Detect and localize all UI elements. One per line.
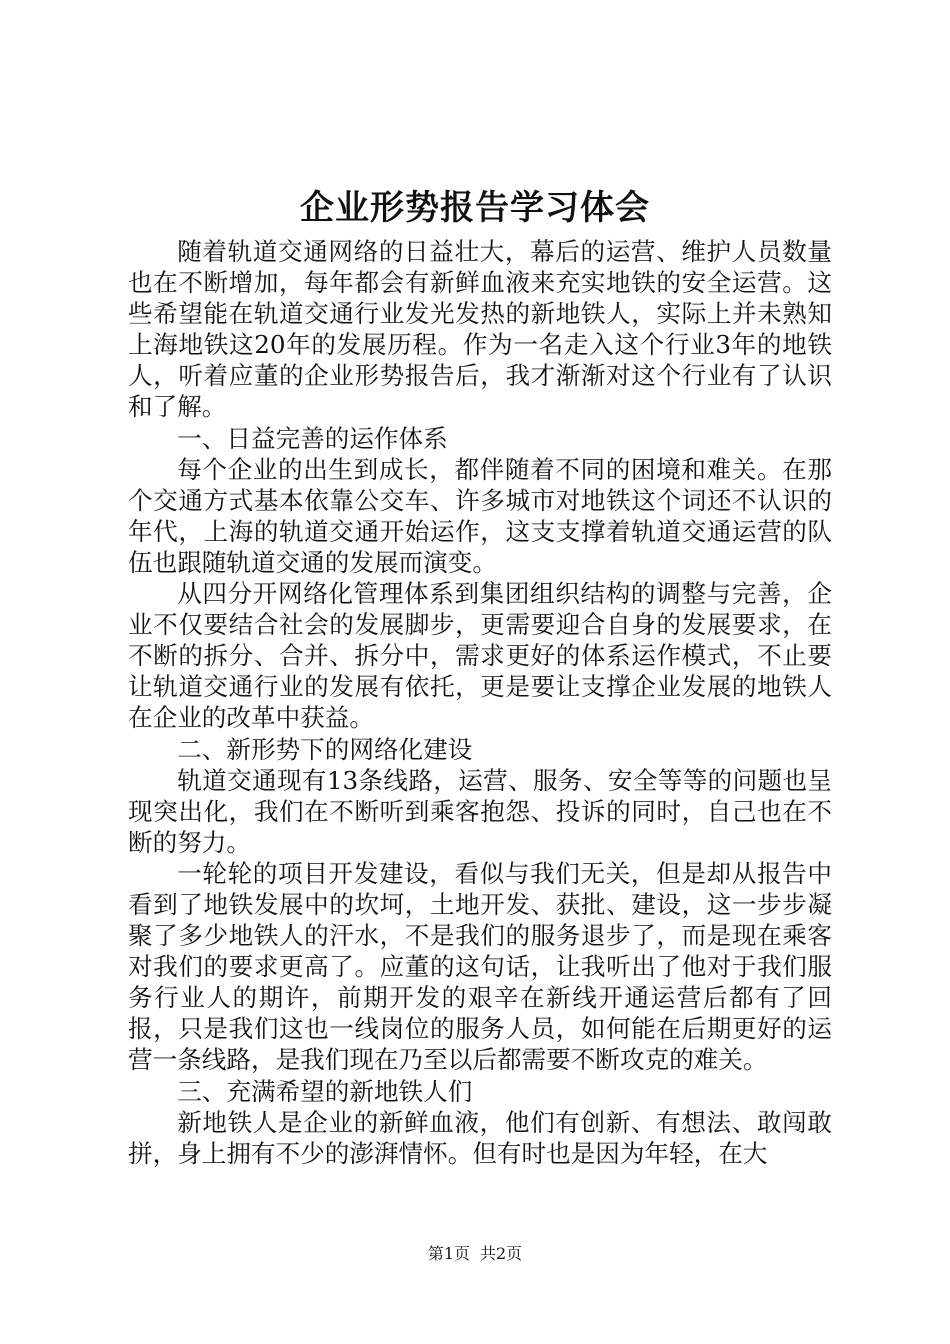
paragraph: 新地铁人是企业的新鲜血液，他们有创新、有想法、敢闯敢拼，身上拥有不少的澎湃情怀。但有时也是因为年轻，在大 — [128, 1107, 832, 1168]
paragraph: 轨道交通现有13条线路，运营、服务、安全等等的问题也呈现突出化，我们在不断听到乘客抱怨、投诉的同时，自己也在不断的努力。 — [128, 765, 832, 857]
page-footer — [0, 1243, 950, 1265]
page-number: 第1页 — [427, 1244, 470, 1263]
page-total: 共2页 — [480, 1244, 523, 1263]
section-heading-1: 一、日益完善的运作体系 — [177, 423, 448, 453]
document-title: 企业形势报告学习体会 — [300, 188, 650, 228]
document-body — [128, 236, 832, 1169]
section-heading-3: 三、充满希望的新地铁人们 — [177, 1076, 473, 1106]
section-heading-2: 二、新形势下的网络化建设 — [177, 734, 473, 764]
paragraph: 从四分开网络化管理体系到集团组织结构的调整与完善，企业不仅要结合社会的发展脚步，更需要迎合自身的发展要求，在不断的拆分、合并、拆分中，需求更好的体系运作模式，不止要让轨道交通行业的发展有依托，更是要让支撑企业发展的地铁人在企业的改革中获益。 — [128, 579, 832, 733]
paragraph-intro: 随着轨道交通网络的日益壮大，幕后的运营、维护人员数量也在不断增加，每年都会有新鲜血液来充实地铁的安全运营。这些希望能在轨道交通行业发光发热的新地铁人，实际上并未熟知上海地铁这20年的发展历程。作为一名走入这个行业3年的地铁人，听着应董的企业形势报告后，我才渐渐对这个行业有了认识和了解。 — [128, 237, 832, 422]
paragraph: 一轮轮的项目开发建设，看似与我们无关，但是却从报告中看到了地铁发展中的坎坷，土地开发、获批、建设，这一步步凝聚了多少地铁人的汗水，不是我们的服务退步了，而是现在乘客对我们的要求更高了。应董的这句话，让我听出了他对于我们服务行业人的期许，前期开发的艰辛在新线开通运营后都有了回报，只是我们这也一线岗位的服务人员，如何能在后期更好的运营一条线路，是我们现在乃至以后都需要不断攻克的难关。 — [128, 858, 832, 1075]
paragraph: 每个企业的出生到成长，都伴随着不同的困境和难关。在那个交通方式基本依靠公交车、许多城市对地铁这个词还不认识的年代，上海的轨道交通开始运作，这支支撑着轨道交通运营的队伍也跟随轨道交通的发展而演变。 — [128, 454, 832, 577]
